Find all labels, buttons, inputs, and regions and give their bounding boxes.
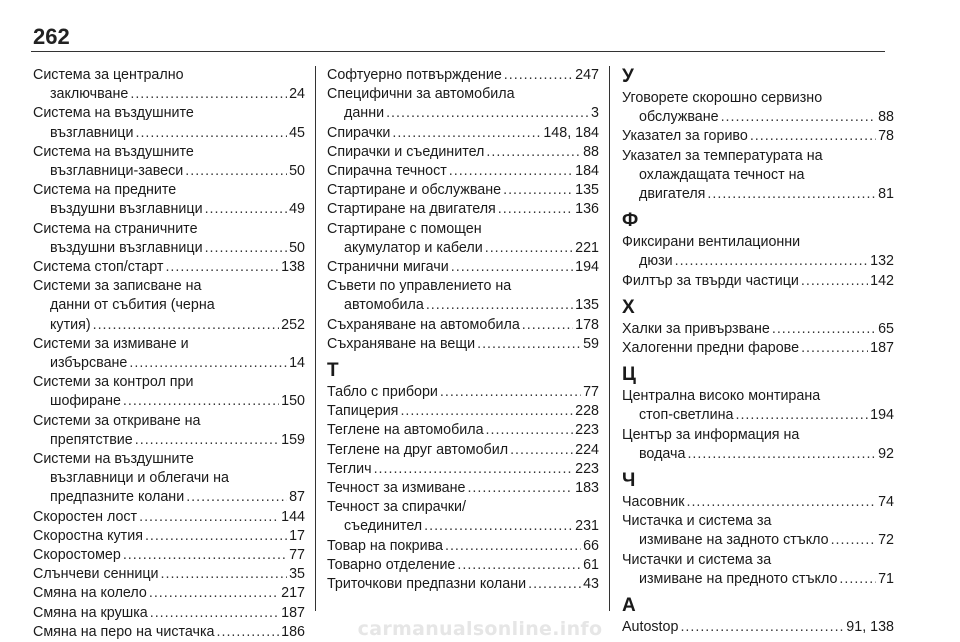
entry-text: дюзи — [639, 253, 673, 270]
index-entry[interactable] — [327, 460, 599, 479]
page-reference[interactable]: 3 — [591, 105, 599, 122]
leader-dots — [735, 406, 868, 425]
index-entry[interactable] — [327, 441, 599, 460]
entry-text: заключване — [50, 86, 129, 103]
entry-text: Скоростна кутия — [33, 527, 143, 544]
leader-dots — [386, 104, 589, 123]
index-entry[interactable] — [327, 498, 599, 536]
entry-text: Система стоп/старт — [33, 259, 164, 276]
leader-dots — [686, 493, 876, 512]
leader-dots — [675, 252, 869, 271]
entry-text: Теглене на друг автомобил — [327, 441, 509, 458]
entry-text: Autostop — [622, 619, 679, 636]
page-reference[interactable]: 14 — [289, 355, 305, 372]
page-reference[interactable]: 217 — [281, 585, 305, 602]
page-reference[interactable]: 142 — [870, 272, 894, 289]
leader-dots — [185, 162, 287, 181]
entry-text: Системи на въздушните — [33, 451, 194, 468]
entry-text: Течност за спирачки/ — [327, 499, 466, 516]
page-reference[interactable]: 50 — [289, 239, 305, 256]
leader-dots — [205, 200, 288, 219]
entry-text: Товар на покрива — [327, 537, 443, 554]
page-reference[interactable]: 132 — [870, 253, 894, 270]
page-reference[interactable]: 91, 138 — [846, 619, 894, 636]
index-entry[interactable] — [622, 426, 894, 464]
page-reference[interactable]: 50 — [289, 163, 305, 180]
page-reference[interactable]: 186 — [281, 623, 305, 640]
header-rule — [31, 51, 885, 52]
index-entry[interactable] — [327, 143, 599, 162]
index-entry[interactable] — [33, 412, 305, 450]
entry-text: съединител — [344, 518, 423, 535]
index-entry[interactable] — [327, 258, 599, 277]
page-reference[interactable]: 49 — [289, 201, 305, 218]
index-entry[interactable] — [622, 387, 894, 425]
page-number: 262 — [33, 24, 70, 49]
leader-dots — [750, 127, 876, 146]
page-reference[interactable]: 223 — [575, 422, 599, 439]
entry-text: Стартиране на двигателя — [327, 201, 496, 218]
index-column-2 — [327, 66, 599, 594]
index-entry[interactable] — [327, 575, 599, 594]
page-reference[interactable]: 135 — [575, 182, 599, 199]
entry-text: Система на въздушните — [33, 105, 194, 122]
section-letter: У — [622, 66, 634, 87]
page-reference[interactable]: 43 — [583, 576, 599, 593]
entry-text: Системи за измиване и — [33, 335, 189, 352]
page-reference[interactable]: 88 — [583, 143, 599, 160]
page-reference[interactable]: 135 — [575, 297, 599, 314]
page-reference[interactable]: 81 — [878, 186, 894, 203]
index-entry[interactable] — [327, 402, 599, 421]
index-entry[interactable] — [622, 127, 894, 146]
page-reference[interactable]: 138 — [281, 259, 305, 276]
entry-text: Указател за температурата на — [622, 147, 823, 164]
page-reference[interactable]: 88 — [878, 109, 894, 126]
entry-text: стоп-светлина — [639, 407, 734, 424]
index-entry[interactable] — [622, 320, 894, 339]
leader-dots — [165, 258, 279, 277]
index-entry[interactable] — [33, 450, 305, 508]
leader-dots — [528, 575, 581, 594]
index-entry[interactable] — [327, 66, 599, 85]
index-entry[interactable] — [327, 537, 599, 556]
entry-text: Централна високо монтирана — [622, 388, 821, 405]
leader-dots — [485, 239, 573, 258]
leader-dots — [449, 162, 573, 181]
column-divider — [315, 66, 316, 611]
leader-dots — [93, 316, 280, 335]
entry-text: двигателя — [639, 186, 706, 203]
index-entry[interactable] — [622, 147, 894, 205]
leader-dots — [139, 508, 279, 527]
index-entry[interactable] — [327, 162, 599, 181]
entry-text: Системи за записване на — [33, 278, 202, 295]
leader-dots — [130, 85, 287, 104]
entry-text: избърсване — [50, 355, 128, 372]
page-reference[interactable]: 35 — [289, 566, 305, 583]
index-entry[interactable] — [327, 479, 599, 498]
page-reference[interactable]: 144 — [281, 508, 305, 525]
index-entry[interactable] — [327, 85, 599, 123]
entry-text: предпазните колани — [50, 489, 185, 506]
index-entry[interactable] — [327, 200, 599, 219]
entry-text: Системи за контрол при — [33, 374, 194, 391]
leader-dots — [522, 316, 573, 335]
page-reference[interactable]: 187 — [281, 604, 305, 621]
page-reference[interactable]: 78 — [878, 128, 894, 145]
entry-text: автомобила — [344, 297, 424, 314]
index-entry[interactable] — [327, 277, 599, 315]
entry-text: Табло с прибори — [327, 384, 438, 401]
leader-dots — [486, 421, 574, 440]
leader-dots — [451, 258, 573, 277]
index-entry[interactable] — [622, 89, 894, 127]
index-entry[interactable] — [622, 233, 894, 271]
entry-text: Смяна на перо на чистачка — [33, 623, 215, 640]
entry-text: данни — [344, 105, 385, 122]
leader-dots — [135, 431, 279, 450]
entry-text: измиване на предното стъкло — [639, 570, 838, 587]
entry-text: Часовник — [622, 494, 685, 511]
page-reference[interactable]: 74 — [878, 494, 894, 511]
entry-text: Система за централно — [33, 67, 184, 83]
page-reference[interactable]: 65 — [878, 320, 894, 337]
index-column-3 — [622, 66, 894, 637]
page-reference[interactable]: 148, 184 — [543, 124, 599, 141]
index-entry[interactable] — [33, 258, 305, 277]
leader-dots — [477, 335, 581, 354]
page-reference[interactable]: 159 — [281, 431, 305, 448]
page-reference[interactable]: 150 — [281, 393, 305, 410]
leader-dots — [149, 584, 279, 603]
entry-text: Тапицерия — [327, 403, 399, 420]
leader-dots — [440, 383, 581, 402]
leader-dots — [129, 354, 287, 373]
index-entry[interactable] — [33, 565, 305, 584]
entry-text: въздушни възглавници — [50, 239, 203, 256]
watermark: carmanualsonline.info — [357, 618, 603, 640]
index-entry[interactable] — [33, 335, 305, 373]
index-entry[interactable] — [33, 277, 305, 335]
index-entry[interactable] — [327, 383, 599, 402]
entry-text: Стартиране и обслужване — [327, 182, 502, 199]
entry-text: водача — [639, 445, 686, 462]
section-letter: Т — [327, 360, 339, 382]
page-reference[interactable]: 61 — [583, 556, 599, 573]
section-letter: Ф — [622, 210, 639, 232]
index-entry[interactable] — [622, 339, 894, 358]
index-entry[interactable] — [33, 66, 305, 104]
entry-text: Филтър за твърди частици — [622, 272, 799, 289]
index-entry[interactable] — [327, 316, 599, 335]
entry-text: Скоростомер — [33, 547, 121, 564]
entry-text: препятствие — [50, 431, 133, 448]
leader-dots — [445, 537, 581, 556]
leader-dots — [424, 517, 573, 536]
entry-text: въздушни възглавници — [50, 201, 203, 218]
page-reference[interactable]: 187 — [870, 340, 894, 357]
entry-text: охлаждащата течност на — [639, 166, 805, 183]
entry-text: Спирачки — [327, 124, 391, 141]
index-entry[interactable] — [33, 373, 305, 411]
leader-dots — [123, 546, 287, 565]
leader-dots — [457, 556, 581, 575]
leader-dots — [831, 531, 877, 550]
leader-dots — [400, 402, 573, 421]
leader-dots — [772, 320, 876, 339]
entry-text: Съхраняване на автомобила — [327, 316, 520, 333]
entry-text: Спирачна течност — [327, 163, 447, 180]
entry-text: Указател за гориво — [622, 128, 748, 145]
entry-text: Системи за откриване на — [33, 412, 201, 429]
leader-dots — [721, 108, 877, 127]
page-reference[interactable]: 71 — [878, 570, 894, 587]
leader-dots — [839, 570, 876, 589]
entry-text: Течност за измиване — [327, 480, 466, 497]
entry-text: Товарно отделение — [327, 556, 456, 573]
entry-text: Система на въздушните — [33, 143, 194, 160]
page-reference[interactable]: 59 — [583, 335, 599, 352]
leader-dots — [123, 392, 279, 411]
page-reference[interactable]: 92 — [878, 445, 894, 462]
entry-text: данни от събития (черна — [50, 297, 215, 314]
leader-dots — [486, 143, 581, 162]
index-entry[interactable] — [622, 272, 894, 291]
page-reference[interactable]: 247 — [575, 67, 599, 83]
entry-text: Смяна на колело — [33, 585, 147, 602]
entry-text: Теглене на автомобила — [327, 422, 484, 439]
entry-text: кутия) — [50, 316, 91, 333]
section-letter: Ч — [622, 470, 636, 492]
entry-text: Странични мигачи — [327, 259, 449, 276]
entry-text: Съхраняване на вещи — [327, 335, 476, 352]
index-entry[interactable] — [33, 181, 305, 219]
index-entry[interactable] — [33, 508, 305, 527]
column-divider — [609, 66, 610, 611]
index-entry[interactable] — [327, 124, 599, 143]
page-reference[interactable]: 194 — [870, 407, 894, 424]
entry-text: Слънчеви сенници — [33, 566, 159, 583]
page-reference[interactable]: 17 — [289, 527, 305, 544]
page-reference[interactable]: 136 — [575, 201, 599, 218]
page-reference[interactable]: 221 — [575, 239, 599, 256]
leader-dots — [161, 565, 288, 584]
leader-dots — [503, 181, 573, 200]
index-entry[interactable] — [327, 181, 599, 200]
leader-dots — [687, 445, 876, 464]
entry-text: Спирачки и съединител — [327, 143, 485, 160]
entry-text: измиване на задното стъкло — [639, 532, 829, 549]
page-reference[interactable]: 184 — [575, 163, 599, 180]
index-entry[interactable] — [33, 143, 305, 181]
index-entry[interactable] — [327, 220, 599, 258]
entry-text: Халки за привързване — [622, 320, 770, 337]
page-reference[interactable]: 77 — [289, 547, 305, 564]
entry-text: шофиране — [50, 393, 121, 410]
entry-text: Скоростен лост — [33, 508, 138, 525]
section-letter: Х — [622, 296, 635, 318]
leader-dots — [392, 124, 541, 143]
entry-text: Софтуерно потвърждение — [327, 67, 502, 83]
entry-text: обслужване — [639, 109, 719, 126]
index-entry[interactable] — [33, 104, 305, 142]
index-entry[interactable] — [33, 584, 305, 603]
leader-dots — [707, 185, 876, 204]
page-reference[interactable]: 194 — [575, 259, 599, 276]
leader-dots — [205, 239, 288, 258]
page-reference[interactable]: 66 — [583, 537, 599, 554]
page-reference[interactable]: 178 — [575, 316, 599, 333]
page-reference[interactable]: 45 — [289, 124, 305, 141]
leader-dots — [504, 66, 573, 85]
page-reference[interactable]: 252 — [281, 316, 305, 333]
entry-text: Чистачка и система за — [622, 513, 772, 530]
page-reference[interactable]: 24 — [289, 86, 305, 103]
entry-text: възглавници-завеси — [50, 163, 184, 180]
entry-text: Съвети по управлението на — [327, 278, 512, 295]
entry-text: Система на страничните — [33, 220, 198, 237]
entry-text: Фиксирани вентилационни — [622, 234, 801, 251]
index-entry[interactable] — [622, 493, 894, 512]
leader-dots — [135, 124, 287, 143]
entry-text: Халогенни предни фарове — [622, 340, 800, 357]
entry-text: Смяна на крушка — [33, 604, 148, 621]
section-letter: Ц — [622, 364, 636, 386]
leader-dots — [467, 479, 573, 498]
index-entry[interactable] — [622, 512, 894, 550]
page-reference[interactable]: 72 — [878, 532, 894, 549]
leader-dots — [801, 339, 868, 358]
entry-text: Триточкови предпазни колани — [327, 576, 527, 593]
index-entry[interactable] — [622, 551, 894, 589]
page-reference[interactable]: 228 — [575, 403, 599, 420]
page-reference[interactable]: 87 — [289, 489, 305, 506]
entry-text: възглавници — [50, 124, 134, 141]
entry-text: Теглич — [327, 460, 372, 477]
leader-dots — [498, 200, 573, 219]
entry-text: Чистачки и система за — [622, 551, 772, 568]
page-reference[interactable]: 231 — [575, 518, 599, 535]
leader-dots — [374, 460, 574, 479]
entry-text: Специфични за автомобила — [327, 86, 515, 103]
index-entry[interactable] — [33, 220, 305, 258]
index-entry[interactable] — [33, 527, 305, 546]
page-reference[interactable]: 183 — [575, 480, 599, 497]
index-entry[interactable] — [33, 546, 305, 565]
page-reference[interactable]: 223 — [575, 460, 599, 477]
leader-dots — [145, 527, 287, 546]
leader-dots — [510, 441, 573, 460]
page-reference[interactable]: 77 — [583, 384, 599, 401]
entry-text: Център за информация на — [622, 426, 800, 443]
leader-dots — [801, 272, 868, 291]
entry-text: Система на предните — [33, 182, 177, 199]
entry-text: Стартиране с помощен — [327, 220, 482, 237]
index-entry[interactable] — [327, 335, 599, 354]
page-reference[interactable]: 224 — [575, 441, 599, 458]
entry-text: акумулатор и кабели — [344, 239, 483, 256]
index-entry[interactable] — [327, 421, 599, 440]
leader-dots — [426, 296, 573, 315]
entry-text: Уговорете скорошно сервизно — [622, 90, 823, 106]
leader-dots — [186, 488, 287, 507]
index-entry[interactable] — [327, 556, 599, 575]
index-column-1 — [33, 66, 305, 642]
section-letter: A — [622, 595, 636, 617]
entry-text: възглавници и облегачи на — [50, 470, 229, 487]
